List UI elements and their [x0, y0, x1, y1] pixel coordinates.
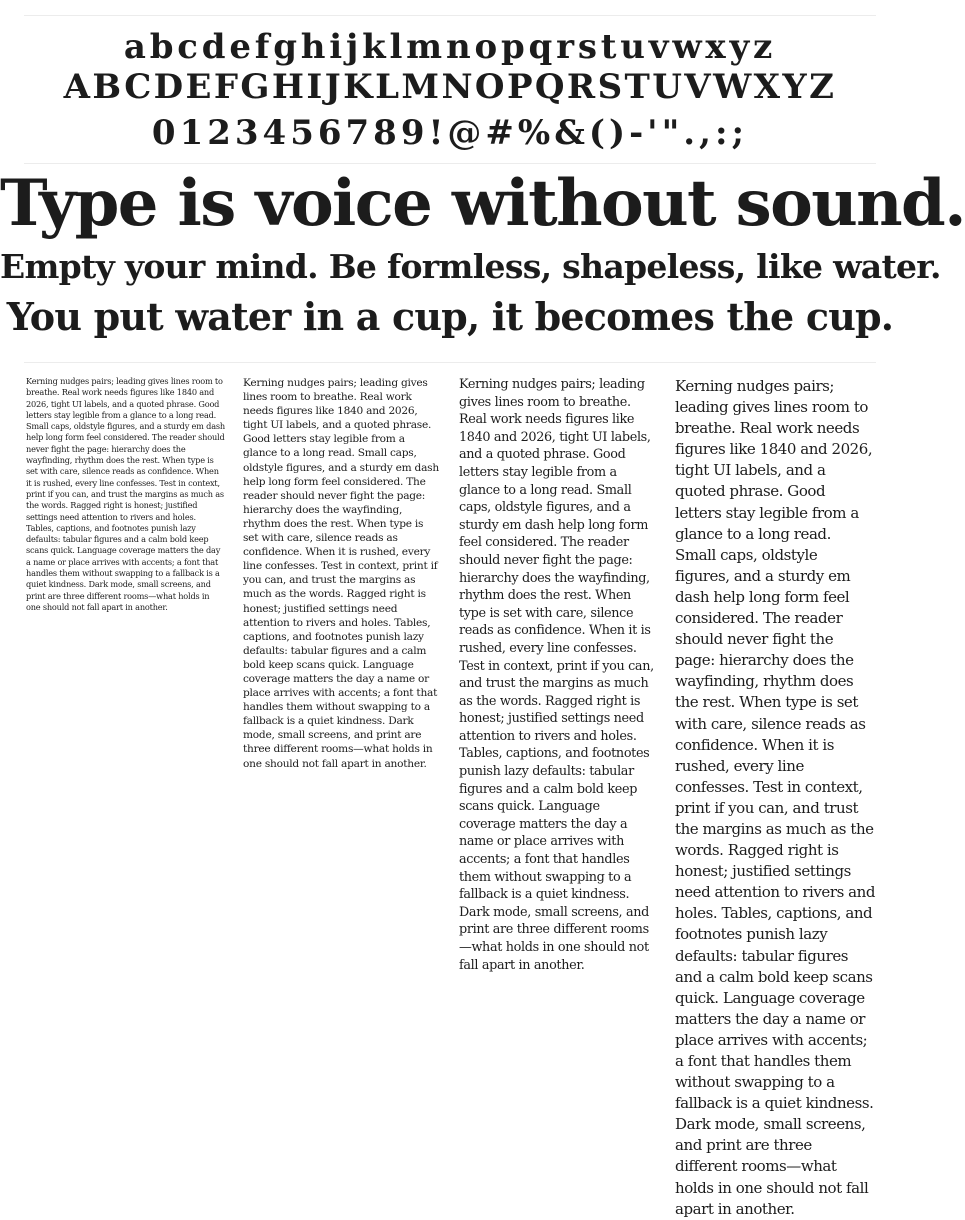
display-headline: Type is voice without sound.: [0, 166, 965, 241]
text-column-medium: Kerning nudges pairs; leading gives lines room to breathe. Real work needs figures like 1840 and 2026, tight UI labels, and a quoted phrase. Good letters stay legible from a glance to a long read. Small caps, oldstyle figures, and a sturdy em dash help long form feel considered. The reader should never fight the page: hierarchy does the wayfinding, rhythm does the rest. When type is set with care, silence reads as confidence. When it is rushed, every line confesses. Test in context, print if you can, and trust the margins as much as the words. Ragged right is honest; justified settings need attention to rivers and holes. Tables, captions, and footnotes punish lazy defaults: tabular figures and a calm bold keep scans quick. Language coverage matters the day a name or place arrives with accents; a font that handles them without swapping to a fallback is a quiet kindness. Dark mode, small screens, and print are three different rooms—what holds in one should not fall apart in another.: [243, 377, 439, 770]
divider-top: [24, 15, 876, 16]
text-column-large: Kerning nudges pairs; leading gives lines room to breathe. Real work needs figures like 1840 and 2026, tight UI labels, and a quoted phrase. Good letters stay legible from a glance to a long read. Small caps, oldstyle figures, and a sturdy em dash help long form feel considered. The reader should never fight the page: hierarchy does the wayfinding, rhythm does the rest. When type is set with care, silence reads as confidence. When it is rushed, every line confesses. Test in context, print if you can, and trust the margins as much as the words. Ragged right is honest; justified settings need attention to rivers and holes. Tables, captions, and footnotes punish lazy defaults: tabular figures and a calm bold keep scans quick. Language coverage matters the day a name or place arrives with accents; a font that handles them without swapping to a fallback is a quiet kindness. Dark mode, small screens, and print are three different rooms—what holds in one should not fall apart in another.: [459, 377, 654, 973]
display-line-two: You put water in a cup, it becomes the cup.: [6, 294, 894, 339]
display-line-one: Empty your mind. Be formless, shapeless, like water.: [0, 247, 941, 286]
divider-glyphs: [24, 163, 876, 164]
text-column-xlarge: Kerning nudges pairs; leading gives lines room to breathe. Real work needs figures like 1840 and 2026, tight UI labels, and a quoted phrase. Good letters stay legible from a glance to a long read. Small caps, oldstyle figures, and a sturdy em dash help long form feel considered. The reader should never fight the page: hierarchy does the wayfinding, rhythm does the rest. When type is set with care, silence reads as confidence. When it is rushed, every line confesses. Test in context, print if you can, and trust the margins as much as the words. Ragged right is honest; justified settings need attention to rivers and holes. Tables, captions, and footnotes punish lazy defaults: tabular figures and a calm bold keep scans quick. Language coverage matters the day a name or place arrives with accents; a font that handles them without swapping to a fallback is a quiet kindness. Dark mode, small screens, and print are three different rooms—what holds in one should not fall apart in another.: [675, 377, 875, 1218]
figures-and-punctuation: 0123456789!@#%&()-'".,:;: [151, 113, 749, 153]
divider-display: [24, 362, 876, 363]
lowercase-alphabet: abcdefghijklmnopqrstuvwxyz: [123, 27, 777, 67]
uppercase-alphabet: ABCDEFGHIJKLMNOPQRSTUVWXYZ: [63, 67, 837, 107]
text-column-small: Kerning nudges pairs; leading gives lines room to breathe. Real work needs figures like 1840 and 2026, tight UI labels, and a quoted phrase. Good letters stay legible from a glance to a long read. Small caps, oldstyle figures, and a sturdy em dash help long form feel considered. The reader should never fight the page: hierarchy does the wayfinding, rhythm does the rest. When type is set with care, silence reads as confidence. When it is rushed, every line confesses. Test in context, print if you can, and trust the margins as much as the words. Ragged right is honest; justified settings need attention to rivers and holes. Tables, captions, and footnotes punish lazy defaults: tabular figures and a calm bold keep scans quick. Language coverage matters the day a name or place arrives with accents; a font that handles them without swapping to a fallback is a quiet kindness. Dark mode, small screens, and print are three different rooms—what holds in one should not fall apart in another.: [26, 376, 225, 612]
